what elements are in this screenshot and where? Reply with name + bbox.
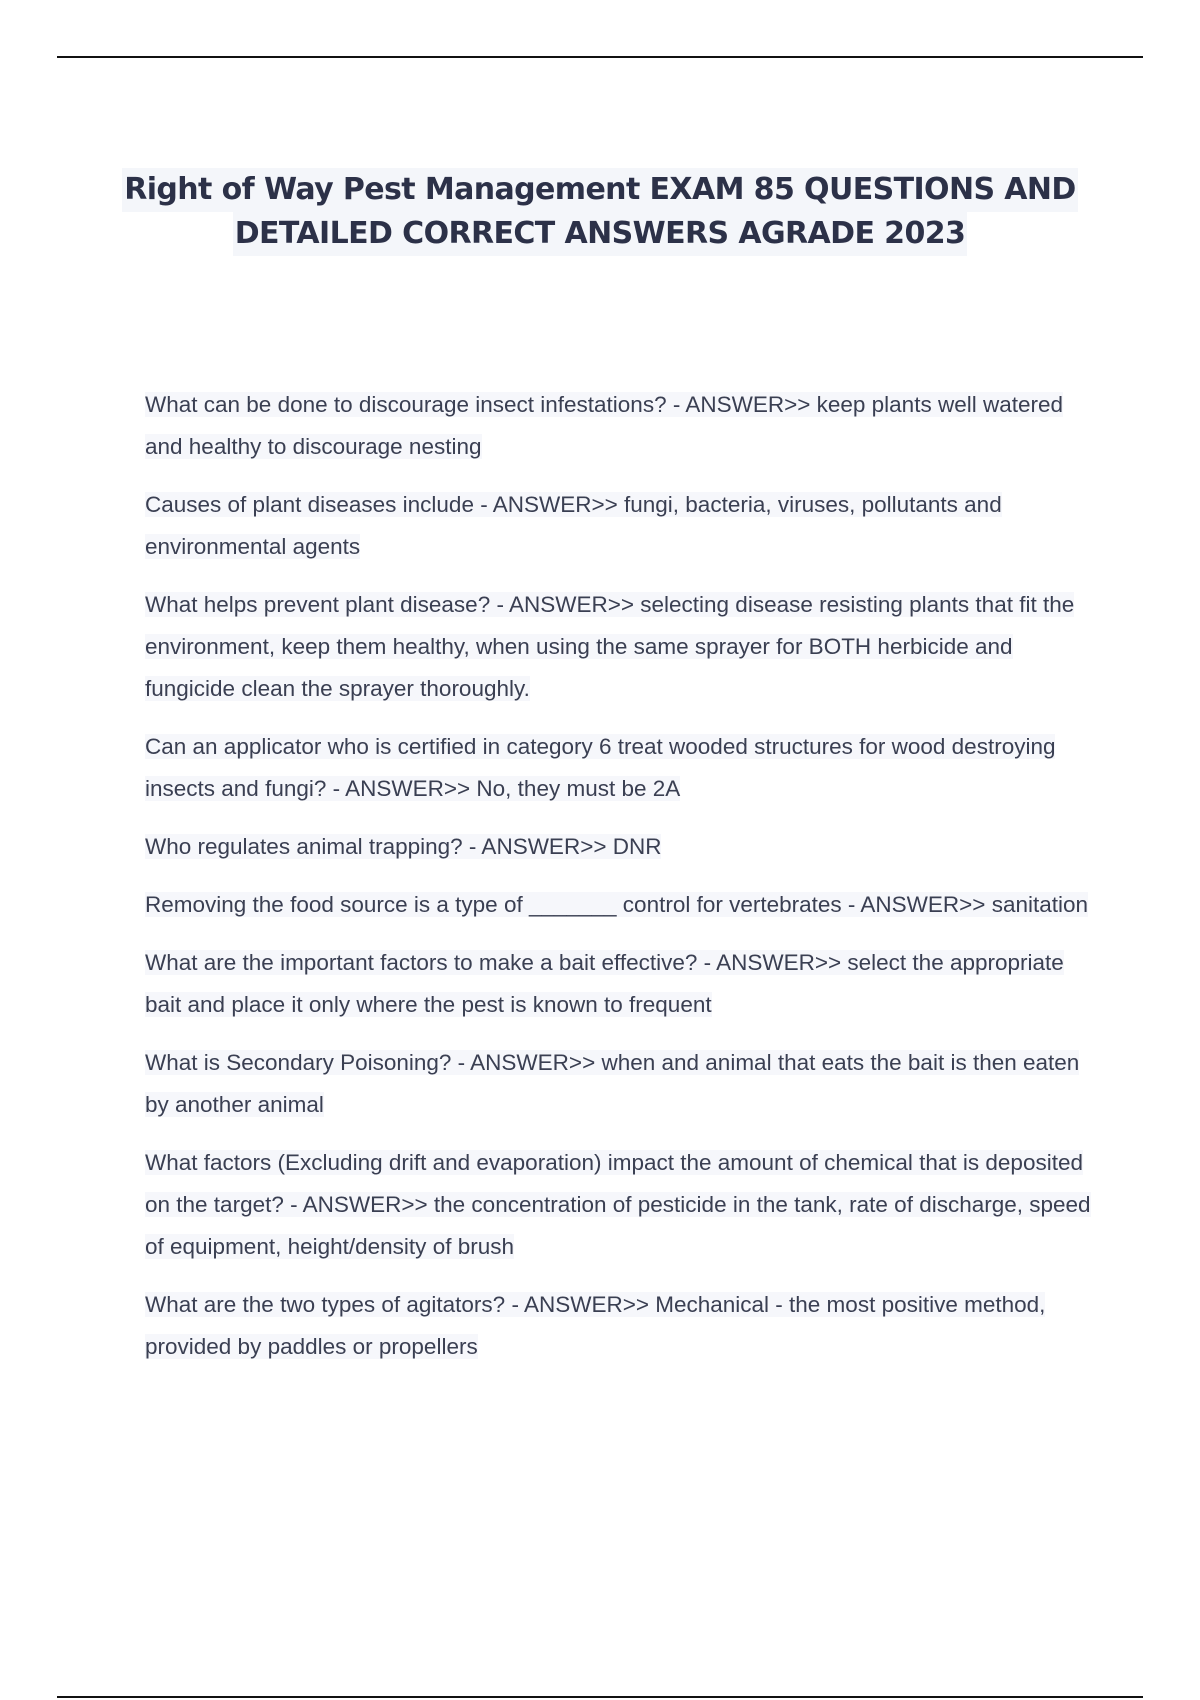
qa-text: What are the two types of agitators? - ANSWER>> Mechanical - the most positive method, provided by paddles or propellers	[145, 1292, 1046, 1359]
bottom-rule	[57, 1696, 1143, 1698]
qa-item	[145, 726, 1100, 810]
qa-item	[145, 584, 1100, 710]
qa-text: What are the important factors to make a bait effective? - ANSWER>> select the appropriate bait and place it only where the pest is known to frequent	[145, 950, 1064, 1017]
qa-item	[145, 942, 1100, 1026]
qa-text: What factors (Excluding drift and evaporation) impact the amount of chemical that is deposited on the target? - ANSWER>> the concentration of pesticide in the tank, rate of discharge, speed of equipment, height/density of brush	[145, 1150, 1091, 1259]
qa-item	[145, 1284, 1100, 1368]
qa-item	[145, 384, 1100, 468]
top-rule	[57, 56, 1143, 58]
title-line-1: Right of Way Pest Management EXAM 85 QUESTIONS AND	[122, 168, 1078, 212]
qa-item	[145, 484, 1100, 568]
qa-text: Removing the food source is a type of _______ control for vertebrates - ANSWER>> sanitation	[145, 892, 1089, 917]
title-line-2: DETAILED CORRECT ANSWERS AGRADE 2023	[233, 212, 968, 256]
qa-text: Can an applicator who is certified in category 6 treat wooded structures for wood destroying insects and fungi? - ANSWER>> No, they must be 2A	[145, 734, 1056, 801]
qa-item	[145, 1042, 1100, 1126]
qa-item	[145, 1142, 1100, 1268]
qa-list	[145, 384, 1100, 1384]
qa-item	[145, 884, 1100, 926]
qa-text: What can be done to discourage insect infestations? - ANSWER>> keep plants well watered and healthy to discourage nesting	[145, 392, 1064, 459]
qa-text: Who regulates animal trapping? - ANSWER>> DNR	[145, 834, 662, 859]
qa-text: What helps prevent plant disease? - ANSWER>> selecting disease resisting plants that fit the environment, keep them healthy, when using the same sprayer for BOTH herbicide and fungicide clean the sprayer thoroughly.	[145, 592, 1075, 701]
qa-item	[145, 826, 1100, 868]
qa-text: What is Secondary Poisoning? - ANSWER>> when and animal that eats the bait is then eaten by another animal	[145, 1050, 1080, 1117]
document-title	[100, 168, 1100, 256]
qa-text: Causes of plant diseases include - ANSWER>> fungi, bacteria, viruses, pollutants and environmental agents	[145, 492, 1002, 559]
